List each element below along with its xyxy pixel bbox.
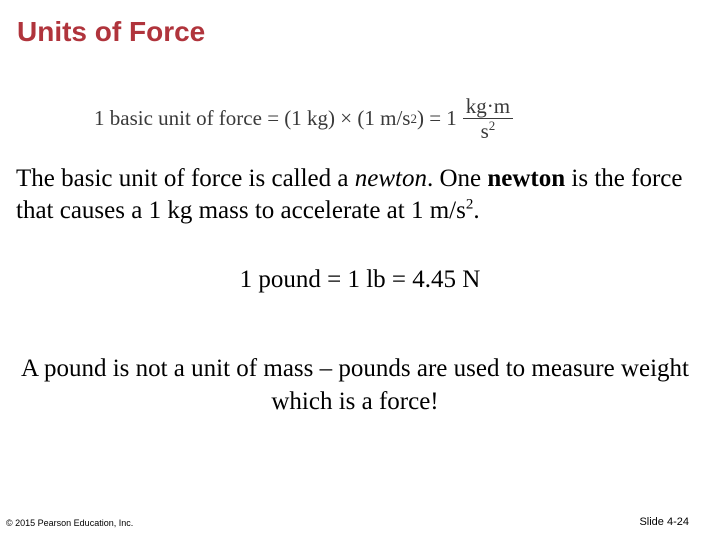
equation-lhs: 1 basic unit of force = (1 kg) × (1 m/s (94, 106, 411, 131)
para-text-1: The basic unit of force is called a (16, 165, 355, 192)
para-text-2: . One (426, 165, 488, 192)
pound-equation: 1 pound = 1 lb = 4.45 N (239, 266, 481, 293)
para-bold-newton: newton (487, 165, 566, 192)
force-unit-equation: 1 basic unit of force = (1 kg) × (1 m/s 2 ) = 1 $\frac{kg\cdot m}{s^2}$ (94, 95, 513, 142)
para-italic-newton: newton (354, 165, 427, 192)
mass-note: A pound is not a unit of mass – pounds are used to measure weight which is a force! (21, 355, 689, 415)
newton-definition (16, 163, 706, 227)
denominator-base: s (480, 119, 489, 144)
fraction-denominator (481, 119, 496, 142)
slide-title: Units of Force (17, 16, 206, 47)
denominator-exponent: 2 (488, 118, 496, 134)
para-text-4: . (473, 197, 480, 224)
fraction-numerator: kg·m (465, 94, 511, 118)
para-text-3: is the force that causes a 1 kg mass to accelerate at 1 m/s (16, 165, 683, 224)
equation-fraction (463, 95, 513, 142)
copyright-footer: © 2015 Pearson Education, Inc. (6, 518, 134, 528)
slide-number: Slide 4-24 (639, 516, 689, 528)
equation-rhs: ) = 1 (416, 106, 457, 131)
para-exponent: 2 (465, 196, 474, 213)
